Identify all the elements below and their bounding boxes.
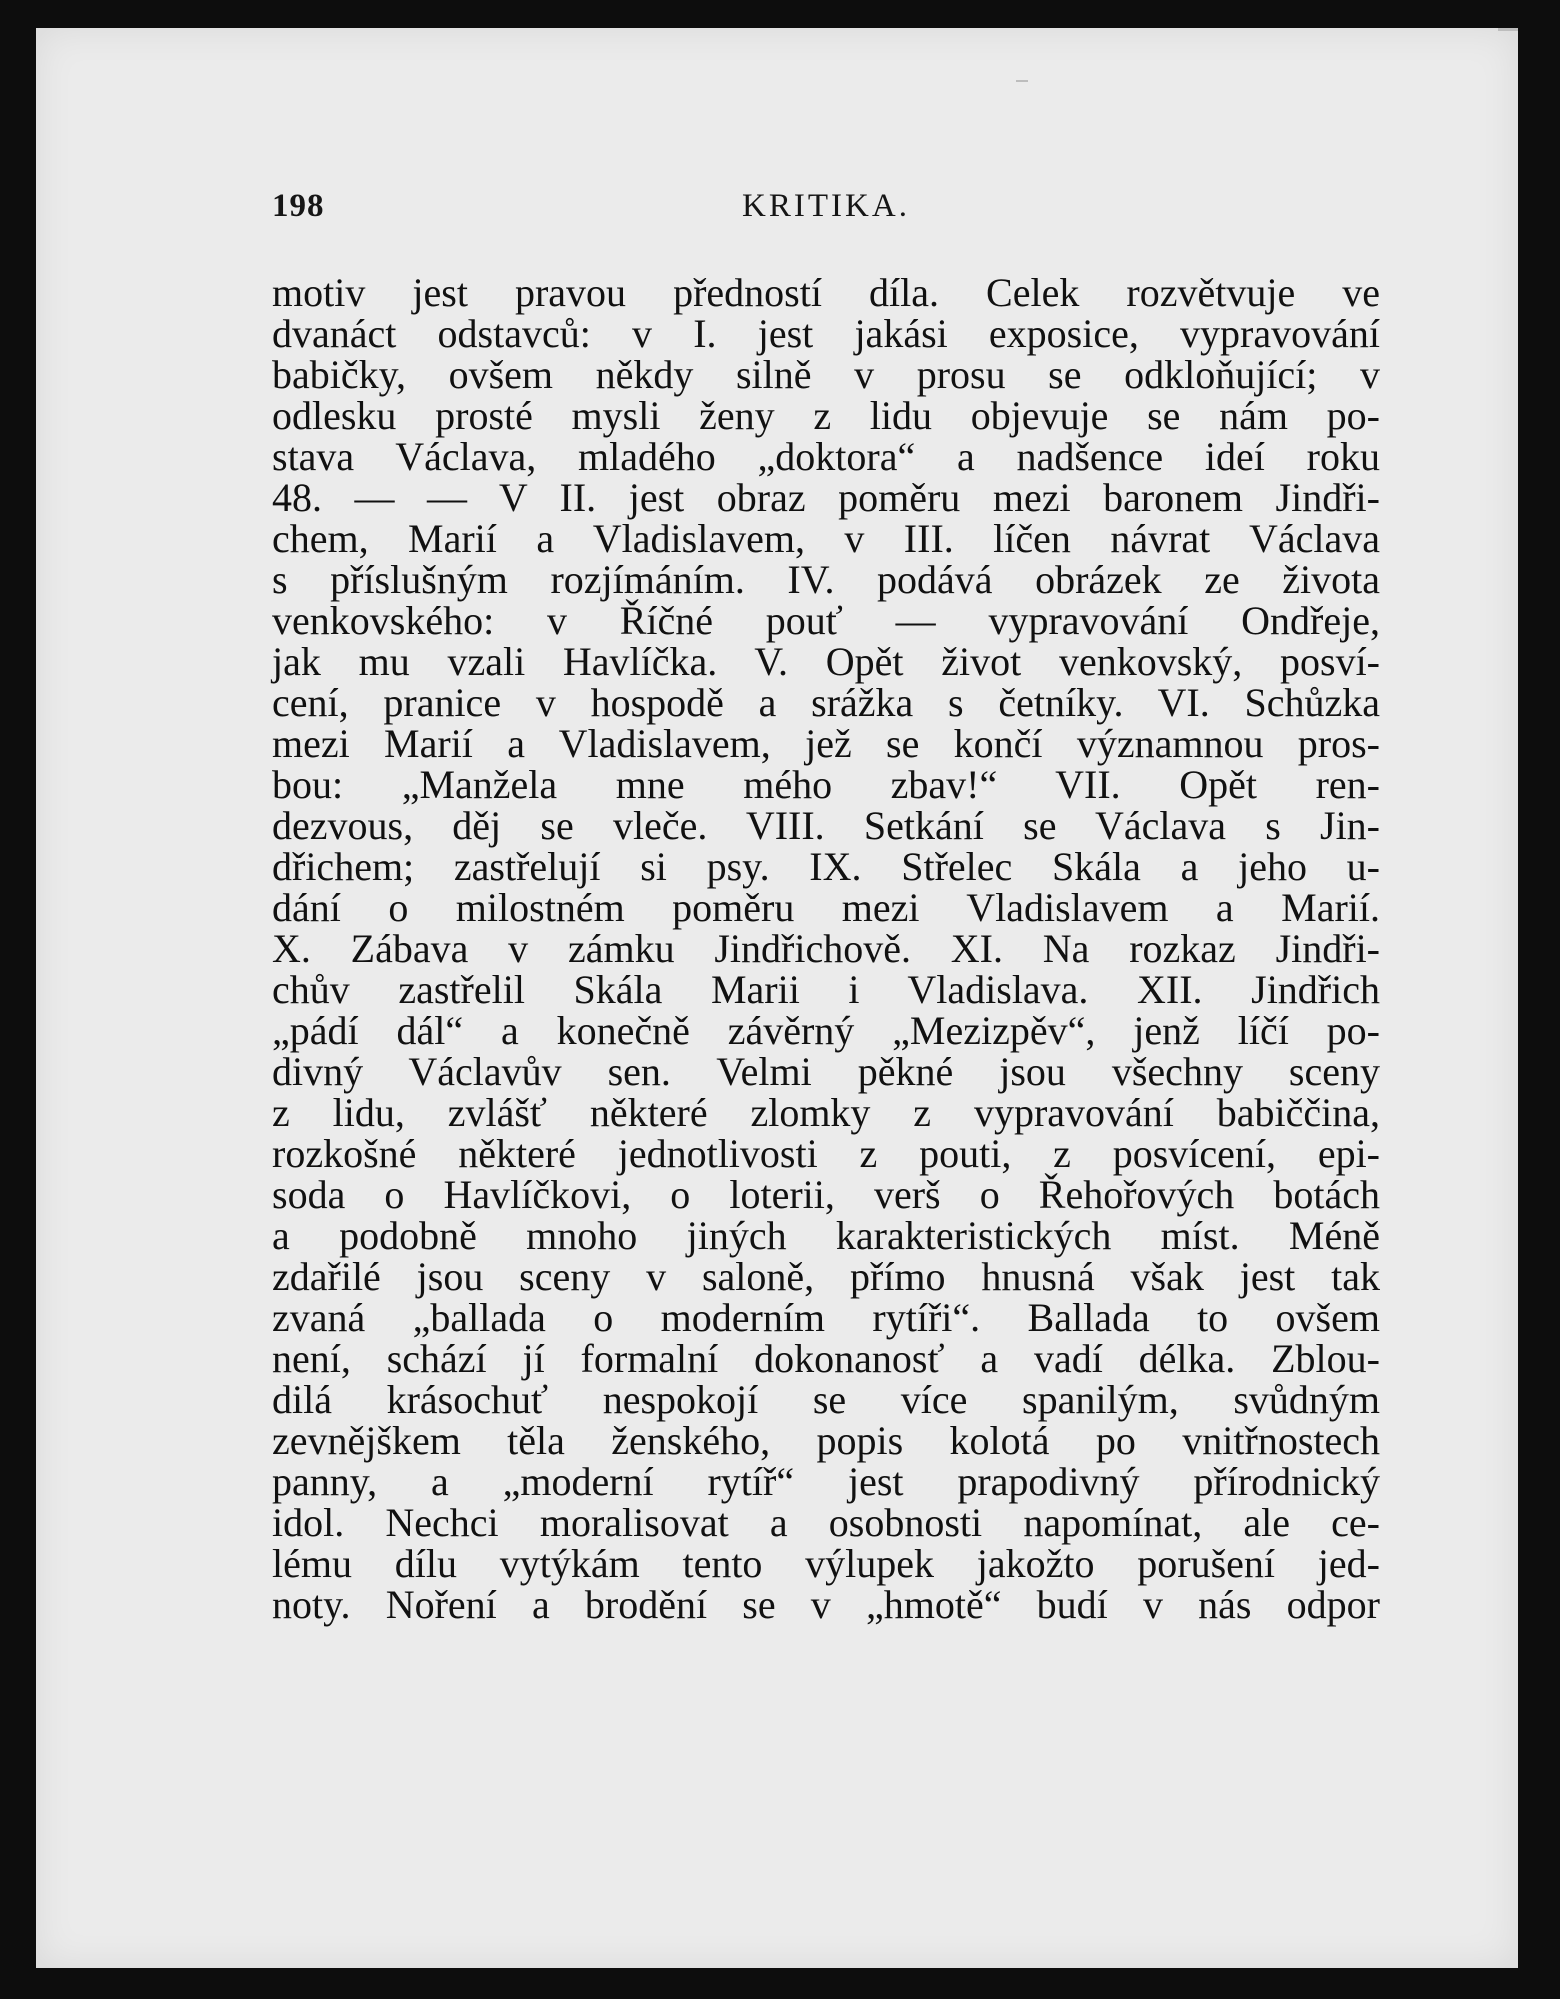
- text-line: zevnějškem těla ženského, popis kolotá po vnitřnostech: [272, 1418, 1380, 1463]
- text-line: 48. — — V II. jest obraz poměru mezi baronem Jindři-: [272, 475, 1380, 520]
- text-line: odlesku prosté mysli ženy z lidu objevuje se nám po-: [272, 393, 1380, 438]
- text-line: noty. Noření a brodění se v „hmotě“ budí v nás odpor: [272, 1582, 1380, 1627]
- text-line: dezvous, děj se vleče. VIII. Setkání se Václava s Jin-: [272, 803, 1380, 848]
- text-line: divný Václavův sen. Velmi pěkné jsou všechny sceny: [272, 1049, 1380, 1094]
- text-line: jak mu vzali Havlíčka. V. Opět život venkovský, posví-: [272, 639, 1380, 684]
- scan-dust-mark: [1016, 80, 1028, 82]
- text-line: dvanáct odstavců: v I. jest jakási exposice, vypravování: [272, 311, 1380, 356]
- text-line: babičky, ovšem někdy silně v prosu se odkloňující; v: [272, 352, 1380, 397]
- page-number: 198: [272, 188, 325, 224]
- page-header: [272, 188, 1380, 236]
- text-line: rozkošné některé jednotlivosti z pouti, z posvícení, epi-: [272, 1131, 1380, 1176]
- text-line: venkovského: v Říčné pouť — vypravování Ondřeje,: [272, 598, 1380, 643]
- text-line: idol. Nechci moralisovat a osobnosti napomínat, ale ce-: [272, 1500, 1380, 1545]
- text-line: a podobně mnoho jiných karakteristických míst. Méně: [272, 1213, 1380, 1258]
- text-line: dilá krásochuť nespokojí se více spanilým, svůdným: [272, 1377, 1380, 1422]
- text-line: s příslušným rozjímáním. IV. podává obrázek ze života: [272, 557, 1380, 602]
- text-line: bou: „Manžela mne mého zbav!“ VII. Opět ren-: [272, 762, 1380, 807]
- running-title: KRITIKA.: [742, 188, 910, 224]
- text-line: stava Václava, mladého „doktora“ a nadšence ideí roku: [272, 434, 1380, 479]
- body-text: [272, 272, 1380, 1625]
- text-line: chem, Marií a Vladislavem, v III. líčen návrat Václava: [272, 516, 1380, 561]
- text-line: z lidu, zvlášť některé zlomky z vypravování babiččina,: [272, 1090, 1380, 1135]
- text-line: není, schází jí formalní dokonanosť a vadí délka. Zblou-: [272, 1336, 1380, 1381]
- text-line: zvaná „ballada o moderním rytíři“. Ballada to ovšem: [272, 1295, 1380, 1340]
- text-line: lému dílu vytýkám tento výlupek jakožto porušení jed-: [272, 1541, 1380, 1586]
- text-line: mezi Marií a Vladislavem, jež se končí významnou pros-: [272, 721, 1380, 766]
- text-line: zdařilé jsou sceny v saloně, přímo hnusná však jest tak: [272, 1254, 1380, 1299]
- text-line: dřichem; zastřelují si psy. IX. Střelec Skála a jeho u-: [272, 844, 1380, 889]
- text-line: X. Zábava v zámku Jindřichově. XI. Na rozkaz Jindři-: [272, 926, 1380, 971]
- text-line: motiv jest pravou předností díla. Celek rozvětvuje ve: [272, 270, 1380, 315]
- text-line: dání o milostném poměru mezi Vladislavem a Marií.: [272, 885, 1380, 930]
- text-line: soda o Havlíčkovi, o loterii, verš o Řehořových botách: [272, 1172, 1380, 1217]
- text-line: „pádí dál“ a konečně závěrný „Mezizpěv“, jenž líčí po-: [272, 1008, 1380, 1053]
- text-line: cení, pranice v hospodě a srážka s četníky. VI. Schůzka: [272, 680, 1380, 725]
- text-line: panny, a „moderní rytíř“ jest prapodivný přírodnický: [272, 1459, 1380, 1504]
- scan-edge-mark: [1498, 28, 1518, 31]
- text-line: chův zastřelil Skála Marii i Vladislava. XII. Jindřich: [272, 967, 1380, 1012]
